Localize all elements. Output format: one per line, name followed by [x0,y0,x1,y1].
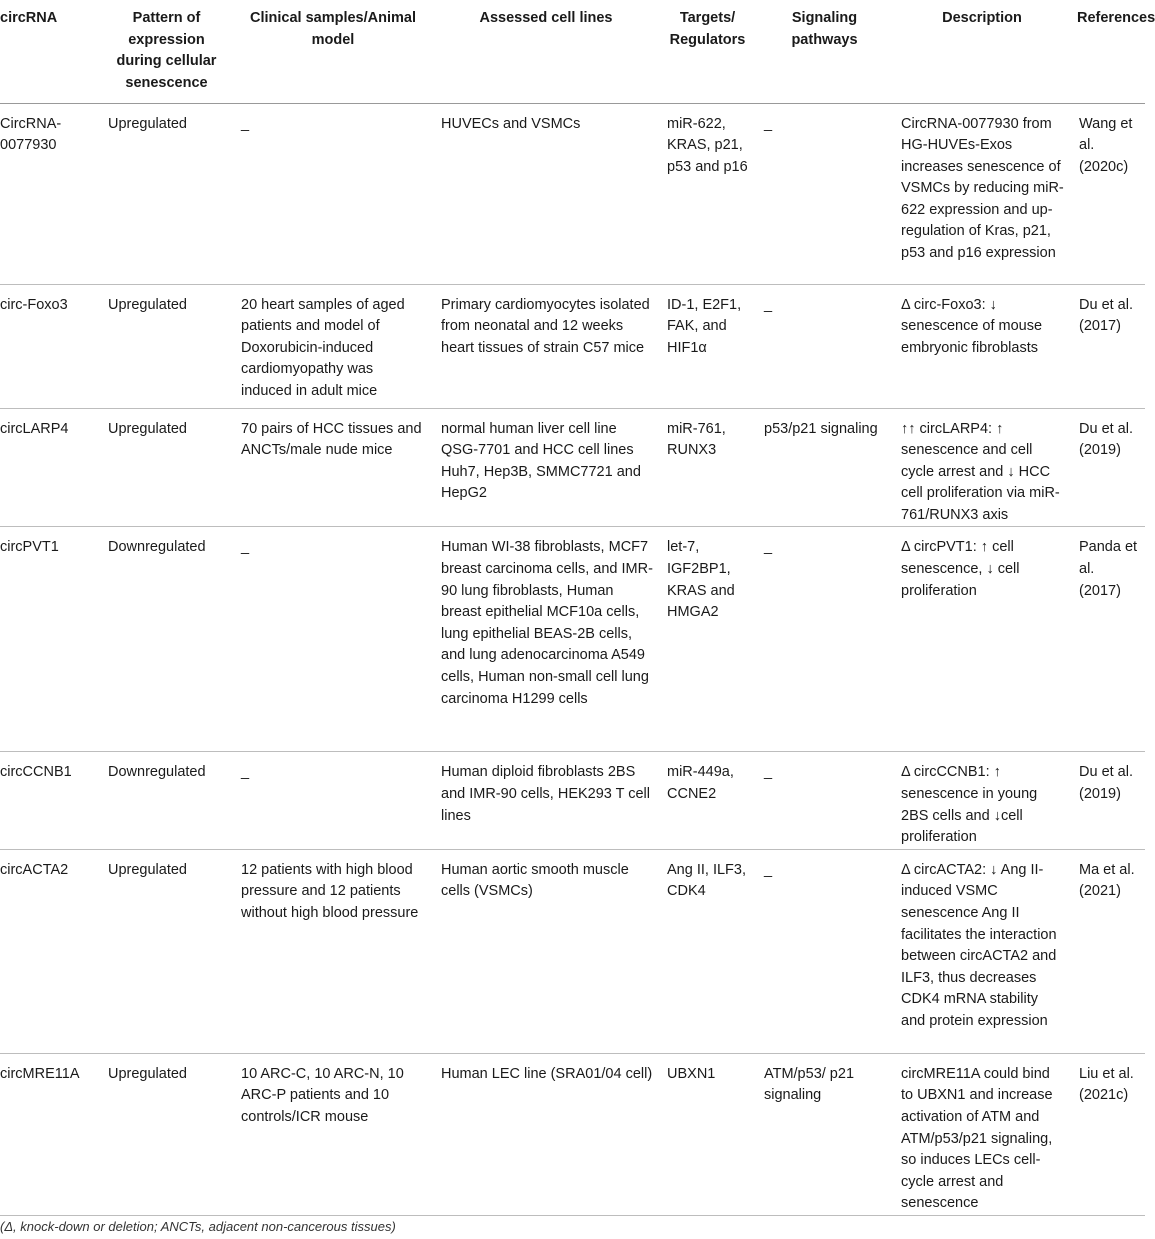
cell-clinical: 70 pairs of HCC tissues and ANCTs/male nude mice [233,408,433,527]
cell-description: ↑↑ circLARP4: ↑ senescence and cell cycle arrest and ↓ HCC cell proliferation via miR-761/RUNX3 axis [893,408,1071,527]
cell-reference: Du et al. (2019) [1071,752,1145,849]
cell-clinical: _ [233,752,433,849]
cell-pattern: Downregulated [100,527,233,752]
col-header-clinical-samples: Clinical samples/Animal model [233,0,433,103]
cell-reference: Du et al. (2019) [1071,408,1145,527]
table-row [0,408,1145,527]
cell-targets: ID-1, E2F1, FAK, and HIF1α [659,284,756,408]
cell-description: circMRE11A could bind to UBXN1 and increase activation of ATM and ATM/p53/p21 signaling, so induces LECs cell-cycle arrest and senescence [893,1053,1071,1215]
cell-pattern: Upregulated [100,103,233,284]
cell-targets: UBXN1 [659,1053,756,1215]
cell-circrna: circ-Foxo3 [0,284,100,408]
cell-clinical: 12 patients with high blood pressure and 12 patients without high blood pressure [233,849,433,1053]
cell-circrna: circLARP4 [0,408,100,527]
table-row [0,527,1145,752]
cell-description: Δ circPVT1: ↑ cell senescence, ↓ cell proliferation [893,527,1071,752]
cell-cell-lines: Human WI-38 fibroblasts, MCF7 breast carcinoma cells, and IMR-90 lung fibroblasts, Human breast epithelial MCF10a cells, lung epithelial BEAS-2B cells, and lung adenocarcinoma A549 cells, Human non-small cell lung carcinoma H1299 cells [433,527,659,752]
cell-clinical: _ [233,527,433,752]
col-header-circrna: circRNA [0,0,100,103]
cell-reference: Panda et al. (2017) [1071,527,1145,752]
table-row [0,849,1145,1053]
cell-cell-lines: Primary cardiomyocytes isolated from neonatal and 12 weeks heart tissues of strain C57 mice [433,284,659,408]
cell-circrna: circCCNB1 [0,752,100,849]
cell-pattern: Upregulated [100,849,233,1053]
cell-targets: miR-761, RUNX3 [659,408,756,527]
cell-circrna: CircRNA-0077930 [0,103,100,284]
table-row [0,284,1145,408]
cell-signaling: _ [756,284,893,408]
cell-signaling: _ [756,849,893,1053]
col-header-references: References [1071,0,1145,103]
cell-circrna: circMRE11A [0,1053,100,1215]
cell-cell-lines: Human LEC line (SRA01/04 cell) [433,1053,659,1215]
col-header-description: Description [893,0,1071,103]
table-row [0,752,1145,849]
cell-circrna: circACTA2 [0,849,100,1053]
cell-circrna: circPVT1 [0,527,100,752]
cell-targets: Ang II, ILF3, CDK4 [659,849,756,1053]
col-header-signaling: Signaling pathways [756,0,893,103]
cell-targets: let-7, IGF2BP1, KRAS and HMGA2 [659,527,756,752]
cell-signaling: _ [756,752,893,849]
cell-cell-lines: Human diploid fibroblasts 2BS and IMR-90 cells, HEK293 T cell lines [433,752,659,849]
cell-clinical: 20 heart samples of aged patients and model of Doxorubicin-induced cardiomyopathy was induced in adult mice [233,284,433,408]
cell-signaling: _ [756,103,893,284]
col-header-cell-lines: Assessed cell lines [433,0,659,103]
cell-cell-lines: Human aortic smooth muscle cells (VSMCs) [433,849,659,1053]
table-row [0,1053,1145,1215]
cell-pattern: Downregulated [100,752,233,849]
table-footnote: (Δ, knock-down or deletion; ANCTs, adjacent non-cancerous tissues) [0,1219,396,1234]
cell-signaling: p53/p21 signaling [756,408,893,527]
cell-reference: Wang et al. (2020c) [1071,103,1145,284]
cell-clinical: _ [233,103,433,284]
cell-pattern: Upregulated [100,1053,233,1215]
cell-clinical: 10 ARC-C, 10 ARC-N, 10 ARC-P patients and 10 controls/ICR mouse [233,1053,433,1215]
cell-cell-lines: normal human liver cell line QSG-7701 and HCC cell lines Huh7, Hep3B, SMMC7721 and HepG2 [433,408,659,527]
cell-description: Δ circACTA2: ↓ Ang II-induced VSMC senescence Ang II facilitates the interaction between circACTA2 and ILF3, thus decreases CDK4 mRNA stability and protein expression [893,849,1071,1053]
cell-pattern: Upregulated [100,408,233,527]
col-header-pattern: Pattern of expression during cellular senescence [100,0,233,103]
col-header-targets: Targets/ Regulators [659,0,756,103]
cell-reference: Ma et al. (2021) [1071,849,1145,1053]
cell-description: CircRNA-0077930 from HG-HUVEs-Exos increases senescence of VSMCs by reducing miR-622 expression and up-regulation of Kras, p21, p53 and p16 expression [893,103,1071,284]
cell-pattern: Upregulated [100,284,233,408]
cell-description: Δ circ-Foxo3: ↓ senescence of mouse embryonic fibroblasts [893,284,1071,408]
cell-targets: miR-622, KRAS, p21, p53 and p16 [659,103,756,284]
cell-reference: Du et al. (2017) [1071,284,1145,408]
cell-reference: Liu et al. (2021c) [1071,1053,1145,1215]
cell-description: Δ circCCNB1: ↑ senescence in young 2BS cells and ↓cell proliferation [893,752,1071,849]
table-row [0,103,1145,284]
cell-cell-lines: HUVECs and VSMCs [433,103,659,284]
cell-signaling: ATM/p53/ p21 signaling [756,1053,893,1215]
cell-signaling: _ [756,527,893,752]
cell-targets: miR-449a, CCNE2 [659,752,756,849]
table-header-row [0,0,1145,103]
